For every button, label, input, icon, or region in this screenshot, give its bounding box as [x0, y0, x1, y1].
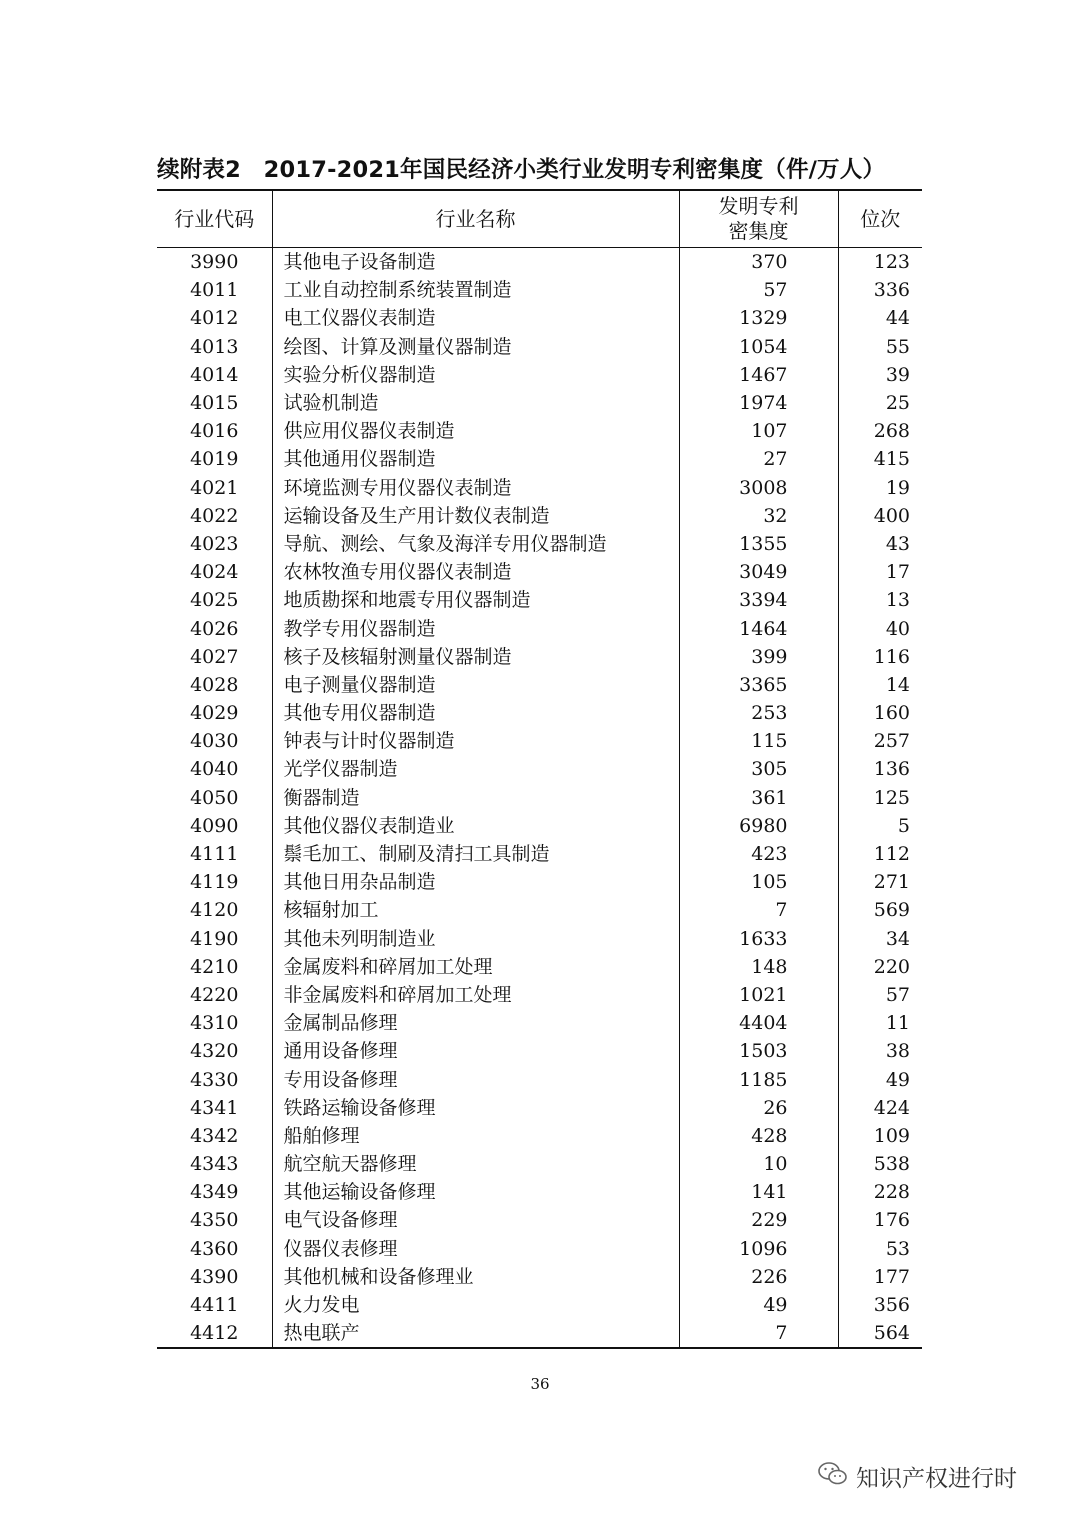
name-cell: 核辐射加工	[272, 896, 679, 924]
code-cell: 4341	[157, 1094, 272, 1122]
table-title: 续附表2 2017-2021年国民经济小类行业发明专利密集度（件/万人）	[157, 157, 886, 183]
density-cell: 1633	[679, 925, 838, 953]
table-row	[157, 614, 922, 642]
rank-cell: 53	[885, 1237, 910, 1260]
watermark-text: 知识产权进行时	[856, 1465, 1017, 1492]
code-cell: 4016	[157, 417, 272, 445]
table-row	[157, 389, 922, 417]
density-cell: 3365	[679, 671, 838, 699]
code-cell: 4014	[157, 361, 272, 389]
table-row	[157, 1178, 922, 1206]
rank-cell: 5	[897, 814, 910, 837]
table-row	[157, 981, 922, 1009]
code-cell: 4310	[157, 1009, 272, 1037]
name-cell: 其他专用仪器制造	[272, 699, 679, 727]
table-row	[157, 953, 922, 981]
table-row	[157, 502, 922, 530]
rank-cell: 400	[873, 504, 910, 527]
table-row	[157, 925, 922, 953]
code-cell: 4090	[157, 812, 272, 840]
rank-cell: 220	[873, 955, 910, 978]
density-cell: 1464	[679, 614, 838, 642]
header-code: 行业代码	[157, 190, 272, 248]
rank-cell: 34	[885, 927, 910, 950]
density-cell: 1021	[679, 981, 838, 1009]
density-cell: 229	[679, 1206, 838, 1234]
table-row	[157, 643, 922, 671]
name-cell: 衡器制造	[272, 784, 679, 812]
code-cell: 4011	[157, 276, 272, 304]
rank-cell: 125	[873, 786, 910, 809]
table-row	[157, 1094, 922, 1122]
rank-cell: 228	[873, 1181, 910, 1204]
header-rank: 位次	[838, 190, 922, 248]
rank-cell: 57	[885, 983, 910, 1006]
density-cell: 370	[679, 248, 838, 277]
name-cell: 金属废料和碎屑加工处理	[272, 953, 679, 981]
rank-cell: 257	[873, 730, 910, 753]
page-number: 36	[530, 1375, 550, 1393]
density-cell: 1355	[679, 530, 838, 558]
rank-cell: 14	[885, 673, 910, 696]
code-cell: 4012	[157, 304, 272, 332]
code-cell: 4342	[157, 1122, 272, 1150]
code-cell: 4019	[157, 445, 272, 473]
table-row	[157, 868, 922, 896]
table-body	[157, 248, 922, 1349]
density-cell: 10	[679, 1150, 838, 1178]
table-row	[157, 474, 922, 502]
code-cell: 4111	[157, 840, 272, 868]
density-cell: 423	[679, 840, 838, 868]
name-cell: 钟表与计时仪器制造	[272, 727, 679, 755]
table-row	[157, 1065, 922, 1093]
density-cell: 1054	[679, 333, 838, 361]
header-density	[679, 190, 838, 248]
table-row	[157, 671, 922, 699]
name-cell: 导航、测绘、气象及海洋专用仪器制造	[272, 530, 679, 558]
density-cell: 32	[679, 502, 838, 530]
table-row	[157, 417, 922, 445]
table-row	[157, 361, 922, 389]
code-cell: 4343	[157, 1150, 272, 1178]
rank-cell: 40	[885, 617, 910, 640]
code-cell: 4029	[157, 699, 272, 727]
name-cell: 试验机制造	[272, 389, 679, 417]
table-row	[157, 1206, 922, 1234]
code-cell: 4022	[157, 502, 272, 530]
name-cell: 通用设备修理	[272, 1037, 679, 1065]
code-cell: 4030	[157, 727, 272, 755]
density-cell: 399	[679, 643, 838, 671]
table-header-row	[157, 190, 922, 248]
code-cell: 4350	[157, 1206, 272, 1234]
code-cell: 4050	[157, 784, 272, 812]
density-cell: 115	[679, 727, 838, 755]
rank-cell: 13	[885, 589, 910, 612]
code-cell: 4390	[157, 1263, 272, 1291]
table-row	[157, 1150, 922, 1178]
code-cell: 4015	[157, 389, 272, 417]
density-cell: 428	[679, 1122, 838, 1150]
rank-cell: 336	[873, 279, 910, 302]
code-cell: 4028	[157, 671, 272, 699]
table-row	[157, 784, 922, 812]
code-cell: 4190	[157, 925, 272, 953]
name-cell: 仪器仪表修理	[272, 1235, 679, 1263]
name-cell: 非金属废料和碎屑加工处理	[272, 981, 679, 1009]
code-cell: 4411	[157, 1291, 272, 1319]
code-cell: 4013	[157, 333, 272, 361]
rank-cell: 136	[873, 758, 910, 781]
code-cell: 4330	[157, 1065, 272, 1093]
name-cell: 工业自动控制系统装置制造	[272, 276, 679, 304]
code-cell: 4210	[157, 953, 272, 981]
density-cell: 49	[679, 1291, 838, 1319]
code-cell: 4040	[157, 755, 272, 783]
table-row	[157, 727, 922, 755]
table-row	[157, 755, 922, 783]
name-cell: 环境监测专用仪器仪表制造	[272, 474, 679, 502]
header-density-line1: 发明专利	[718, 194, 799, 218]
code-cell: 4360	[157, 1235, 272, 1263]
density-cell: 1329	[679, 304, 838, 332]
name-cell: 电子测量仪器制造	[272, 671, 679, 699]
name-cell: 其他未列明制造业	[272, 925, 679, 953]
name-cell: 核子及核辐射测量仪器制造	[272, 643, 679, 671]
name-cell: 铁路运输设备修理	[272, 1094, 679, 1122]
name-cell: 供应用仪器仪表制造	[272, 417, 679, 445]
name-cell: 教学专用仪器制造	[272, 614, 679, 642]
rank-cell: 268	[873, 420, 910, 443]
name-cell: 鬃毛加工、制刷及清扫工具制造	[272, 840, 679, 868]
rank-cell: 177	[873, 1265, 910, 1288]
rank-cell: 424	[873, 1096, 910, 1119]
rank-cell: 564	[873, 1322, 910, 1345]
rank-cell: 569	[873, 899, 910, 922]
density-cell: 141	[679, 1178, 838, 1206]
density-cell: 3008	[679, 474, 838, 502]
density-cell: 1974	[679, 389, 838, 417]
rank-cell: 19	[885, 476, 910, 499]
table-row	[157, 445, 922, 473]
density-cell: 1503	[679, 1037, 838, 1065]
density-cell: 26	[679, 1094, 838, 1122]
header-density-line2: 密集度	[728, 219, 789, 243]
density-cell: 107	[679, 417, 838, 445]
density-cell: 148	[679, 953, 838, 981]
table-row	[157, 840, 922, 868]
code-cell: 4412	[157, 1319, 272, 1348]
density-cell: 1467	[679, 361, 838, 389]
rank-cell: 538	[873, 1153, 910, 1176]
name-cell: 其他运输设备修理	[272, 1178, 679, 1206]
rank-cell: 49	[885, 1068, 910, 1091]
density-cell: 226	[679, 1263, 838, 1291]
density-cell: 3049	[679, 558, 838, 586]
table-row	[157, 1291, 922, 1319]
rank-cell: 271	[873, 871, 910, 894]
rank-cell: 356	[873, 1294, 910, 1317]
rank-cell: 11	[885, 1012, 910, 1035]
rank-cell: 44	[885, 307, 910, 330]
table-row	[157, 304, 922, 332]
name-cell: 船舶修理	[272, 1122, 679, 1150]
code-cell: 4027	[157, 643, 272, 671]
rank-cell: 39	[885, 363, 910, 386]
name-cell: 其他仪器仪表制造业	[272, 812, 679, 840]
density-cell: 305	[679, 755, 838, 783]
code-cell: 4026	[157, 614, 272, 642]
table-row	[157, 248, 922, 277]
rank-cell: 17	[885, 561, 910, 584]
name-cell: 运输设备及生产用计数仪表制造	[272, 502, 679, 530]
table-row	[157, 812, 922, 840]
name-cell: 电工仪器仪表制造	[272, 304, 679, 332]
name-cell: 金属制品修理	[272, 1009, 679, 1037]
table-row	[157, 1319, 922, 1348]
density-cell: 1096	[679, 1235, 838, 1263]
name-cell: 实验分析仪器制造	[272, 361, 679, 389]
table-row	[157, 586, 922, 614]
rank-cell: 112	[873, 843, 910, 866]
name-cell: 专用设备修理	[272, 1065, 679, 1093]
wechat-icon	[818, 1461, 848, 1491]
name-cell: 其他机械和设备修理业	[272, 1263, 679, 1291]
rank-cell: 160	[873, 702, 910, 725]
density-cell: 361	[679, 784, 838, 812]
table-row	[157, 333, 922, 361]
table-row	[157, 1122, 922, 1150]
name-cell: 热电联产	[272, 1319, 679, 1348]
rank-cell: 116	[873, 645, 910, 668]
name-cell: 其他日用杂品制造	[272, 868, 679, 896]
density-cell: 3394	[679, 586, 838, 614]
name-cell: 其他电子设备制造	[272, 248, 679, 277]
density-cell: 7	[679, 896, 838, 924]
code-cell: 3990	[157, 248, 272, 277]
rank-cell: 25	[885, 392, 910, 415]
density-cell: 57	[679, 276, 838, 304]
code-cell: 4349	[157, 1178, 272, 1206]
watermark	[818, 1456, 1058, 1496]
table-row	[157, 896, 922, 924]
code-cell: 4320	[157, 1037, 272, 1065]
table-row	[157, 1235, 922, 1263]
table-row	[157, 1263, 922, 1291]
table-row	[157, 1009, 922, 1037]
rank-cell: 415	[873, 448, 910, 471]
code-cell: 4119	[157, 868, 272, 896]
density-cell: 7	[679, 1319, 838, 1348]
table-row	[157, 276, 922, 304]
name-cell: 光学仪器制造	[272, 755, 679, 783]
name-cell: 地质勘探和地震专用仪器制造	[272, 586, 679, 614]
rank-cell: 123	[873, 251, 910, 274]
table-row	[157, 558, 922, 586]
name-cell: 农林牧渔专用仪器仪表制造	[272, 558, 679, 586]
rank-cell: 38	[885, 1040, 910, 1063]
name-cell: 其他通用仪器制造	[272, 445, 679, 473]
density-cell: 6980	[679, 812, 838, 840]
header-name: 行业名称	[272, 190, 679, 248]
code-cell: 4120	[157, 896, 272, 924]
rank-cell: 55	[885, 335, 910, 358]
rank-cell: 109	[873, 1124, 910, 1147]
density-cell: 4404	[679, 1009, 838, 1037]
name-cell: 电气设备修理	[272, 1206, 679, 1234]
name-cell: 绘图、计算及测量仪器制造	[272, 333, 679, 361]
density-cell: 105	[679, 868, 838, 896]
density-cell: 1185	[679, 1065, 838, 1093]
table-row	[157, 1037, 922, 1065]
data-table	[157, 189, 922, 1349]
density-cell: 253	[679, 699, 838, 727]
name-cell: 航空航天器修理	[272, 1150, 679, 1178]
density-cell: 27	[679, 445, 838, 473]
rank-cell: 176	[873, 1209, 910, 1232]
code-cell: 4024	[157, 558, 272, 586]
code-cell: 4220	[157, 981, 272, 1009]
table-row	[157, 530, 922, 558]
code-cell: 4023	[157, 530, 272, 558]
table-row	[157, 699, 922, 727]
code-cell: 4021	[157, 474, 272, 502]
rank-cell: 43	[885, 532, 910, 555]
name-cell: 火力发电	[272, 1291, 679, 1319]
code-cell: 4025	[157, 586, 272, 614]
